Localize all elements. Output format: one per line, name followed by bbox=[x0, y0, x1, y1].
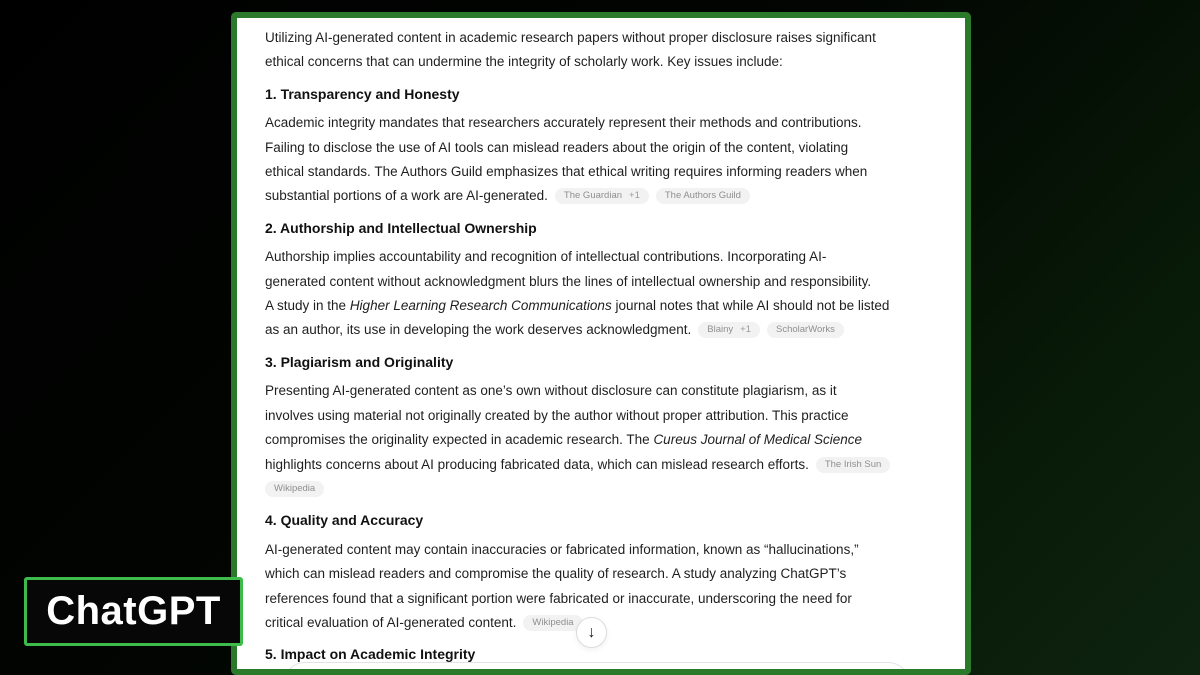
text-line bbox=[265, 245, 925, 269]
text-run: Presenting AI-generated content as one’s own without disclosure can constitute plagiarism, as it bbox=[265, 383, 837, 399]
text-run: generated content without acknowledgment blurs the lines of intellectual ownership and responsibility. bbox=[265, 273, 872, 289]
text-line bbox=[265, 294, 925, 318]
citation-source-label: Wikipedia bbox=[532, 616, 574, 628]
scroll-to-bottom-button[interactable] bbox=[576, 617, 607, 648]
text-run: references found that a significant portion were fabricated or inaccurate, underscoring the need for bbox=[265, 590, 852, 606]
text-run: as an author, its use in developing the work deserves acknowledgment. bbox=[265, 322, 692, 338]
section-paragraph-transparency bbox=[265, 111, 925, 209]
text-line bbox=[265, 50, 925, 74]
text-line bbox=[265, 136, 925, 160]
text-line bbox=[265, 538, 925, 562]
text-line bbox=[265, 428, 925, 452]
citation-source-label: The Authors Guild bbox=[664, 190, 741, 202]
text-run: highlights concerns about AI producing fabricated data, which can mislead research efforts. bbox=[265, 456, 809, 472]
italic-text: Higher Learning Research Communications bbox=[349, 298, 612, 314]
text-line bbox=[265, 587, 925, 611]
section-heading-integrity: 5. Impact on Academic Integrity bbox=[265, 646, 476, 663]
text-run: A study in the bbox=[265, 298, 350, 314]
text-line bbox=[265, 270, 925, 294]
citation-badge[interactable] bbox=[767, 322, 844, 338]
citation-badge[interactable] bbox=[523, 615, 582, 631]
text-line bbox=[265, 318, 925, 342]
citation-badge[interactable] bbox=[698, 322, 760, 338]
text-line bbox=[265, 453, 925, 477]
intro-paragraph bbox=[265, 26, 925, 75]
chatgpt-logo bbox=[24, 577, 243, 646]
text-run: AI-generated content may contain inaccuracies or fabricated information, known as “hallucinations,” bbox=[265, 541, 859, 557]
chat-response bbox=[237, 18, 965, 672]
citation-source-label: ScholarWorks bbox=[775, 324, 835, 336]
text-run: Utilizing AI-generated content in academic research papers without proper disclosure raises significant bbox=[265, 30, 876, 45]
citation-extra-count: +1 bbox=[629, 190, 640, 202]
section-paragraph-authorship bbox=[265, 245, 925, 343]
text-run: Authorship implies accountability and recognition of intellectual contributions. Incorporating AI- bbox=[265, 249, 827, 265]
text-run: which can mislead readers and compromise the quality of research. A study analyzing ChatGPT’s bbox=[265, 566, 847, 582]
text-run: compromises the originality expected in academic research. The bbox=[265, 432, 654, 448]
text-line bbox=[265, 562, 925, 586]
citation-badge[interactable] bbox=[555, 188, 649, 204]
text-run: Academic integrity mandates that researchers accurately represent their methods and contributions. bbox=[265, 115, 862, 131]
section-heading-plagiarism: 3. Plagiarism and Originality bbox=[265, 353, 454, 370]
italic-text: Cureus Journal of Medical Science bbox=[653, 432, 863, 448]
citation-source-label: The Guardian bbox=[563, 190, 623, 202]
text-line bbox=[265, 379, 925, 403]
text-run: substantial portions of a work are AI-generated. bbox=[265, 188, 548, 204]
text-run: critical evaluation of AI-generated content. bbox=[265, 614, 517, 630]
text-line bbox=[265, 26, 925, 50]
citation-badge[interactable] bbox=[656, 188, 750, 204]
citation-source-label: Wikipedia bbox=[274, 482, 316, 494]
text-line bbox=[265, 477, 925, 501]
section-heading-transparency: 1. Transparency and Honesty bbox=[265, 85, 460, 102]
text-run: journal notes that while AI should not be listed bbox=[611, 298, 890, 314]
text-run: Failing to disclose the use of AI tools can mislead readers about the origin of the content, violating bbox=[265, 139, 849, 155]
text-line bbox=[265, 184, 925, 208]
text-line bbox=[265, 111, 925, 135]
chat-window bbox=[231, 12, 971, 675]
section-heading-quality: 4. Quality and Accuracy bbox=[265, 512, 424, 529]
section-paragraph-plagiarism bbox=[265, 379, 925, 501]
text-run: involves using material not originally created by the author without proper attribution. This practice bbox=[265, 407, 849, 423]
chat-input[interactable] bbox=[283, 662, 910, 675]
text-line bbox=[265, 404, 925, 428]
down-arrow-icon: ↓ bbox=[587, 623, 596, 641]
citation-badge[interactable] bbox=[265, 481, 324, 497]
text-run: ethical standards. The Authors Guild emphasizes that ethical writing requires informing readers when bbox=[265, 164, 868, 180]
chatgpt-logo-text: ChatGPT bbox=[46, 589, 221, 633]
citation-source-label: Blainy bbox=[707, 324, 734, 336]
citation-badge[interactable] bbox=[816, 457, 891, 473]
section-heading-authorship: 2. Authorship and Intellectual Ownership bbox=[265, 219, 537, 236]
text-run: ethical concerns that can undermine the integrity of scholarly work. Key issues include: bbox=[265, 54, 783, 70]
citation-extra-count: +1 bbox=[740, 324, 751, 336]
text-line bbox=[265, 160, 925, 184]
citation-source-label: The Irish Sun bbox=[824, 458, 882, 470]
